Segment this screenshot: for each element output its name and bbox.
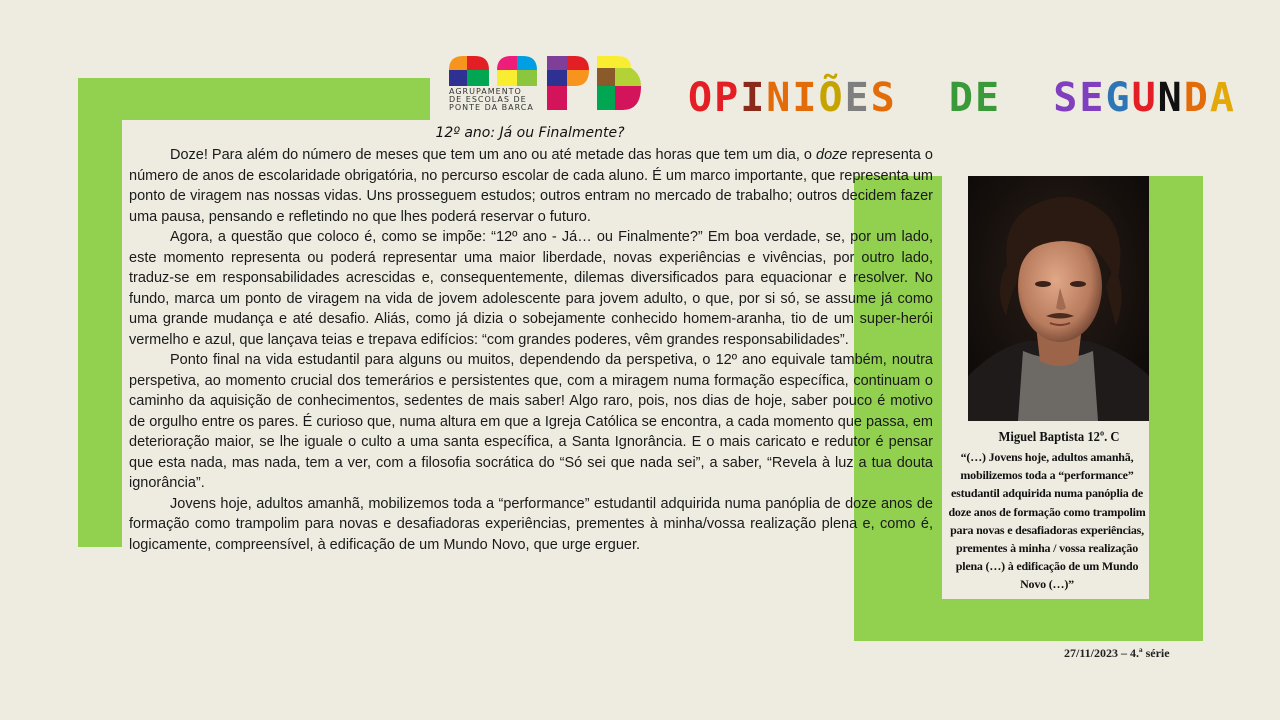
title-letter: S — [1053, 75, 1080, 121]
paragraph-text: Doze! Para além do número de meses que tem um ano ou até metade das horas que tem um dia, o — [170, 147, 817, 163]
article-paragraph — [129, 494, 933, 556]
title-letter — [897, 72, 949, 124]
logo-text — [449, 88, 549, 112]
title-letter: O — [688, 75, 715, 121]
title-letter: N — [766, 75, 793, 121]
paragraph-text: representa o número de anos de escolaridade obrigatória, no percurso escolar de cada aluno. É um marco importante, que representa um ponto de viragem nas nossas vidas. Uns prosseguem estudos; outros entram no mercado de trabalho; outros decidem fazer uma pausa, pensando e refletindo no que lhes poderá reservar o futuro. — [129, 147, 933, 225]
author-portrait-graphic — [968, 176, 1149, 421]
article-paragraph — [129, 350, 933, 494]
title-letter: E — [844, 75, 871, 121]
author-photo — [968, 176, 1149, 421]
title-letter: S — [870, 75, 897, 121]
title-letter: E — [1079, 75, 1106, 121]
title-letter: P — [714, 75, 741, 121]
title-letter: I — [792, 75, 819, 121]
author-quote: “(…) Jovens hoje, adultos amanhã, mobilizemos toda a “performance” estudantil adquirida numa panóplia de doze anos de formação como trampolim para novas e desafiadoras experiências, prementes à minha / vossa realização plena (…) à edificação de um Mundo Novo (…)” — [948, 450, 1146, 592]
paragraph-text: Ponto final na vida estudantil para alguns ou muitos, dependendo da perspetiva, o 12º ano equivale também, noutra perspetiva, ao momento crucial dos temerários e persistentes que, com a miragem numa formação específica, continuam o caminho da aquisição de conhecimentos, sedentes de mais saber! Algo raro, pois, nos dias de hoje, saber pouco é motivo de orgulho entre os pares. É curioso que, numa altura em que a Igreja Católica se encontra, a cada momento que passa, em deterioração maior, se lhe iguale o culto a uma santa específica, a Santa Ignorância. E o mais caricato e redutor é pensar que esta nada, mas nada, tem a ver, com a filosofia socrática do “Só sei que nada sei”, a saber, “Revela à luz a tua douta ignorância”. — [129, 352, 933, 491]
title-letter: U — [1131, 75, 1158, 121]
title-letter: A — [1209, 75, 1236, 121]
article-paragraph — [129, 145, 933, 227]
title-letter: E — [975, 75, 1002, 121]
title-letter: G — [1105, 75, 1132, 121]
paragraph-text: Jovens hoje, adultos amanhã, mobilizemos toda a “performance” estudantil adquirida numa panóplia de doze anos de formação como trampolim para novas e desafiadoras experiências, prementes à minha/vossa realização plena e, como é, logicamente, compreensível, à edificação de um Mundo Novo, que urge erguer. — [129, 495, 933, 553]
title-letter: Õ — [818, 75, 845, 121]
logo-text-line: DE ESCOLAS DE — [449, 95, 527, 104]
school-logo — [447, 54, 643, 114]
paragraph-emphasis: doze — [816, 147, 848, 163]
title-letter: N — [1157, 75, 1184, 121]
author-name: Miguel Baptista 12º. C — [998, 430, 1120, 445]
article-paragraph — [129, 227, 933, 350]
title-letter: I — [740, 75, 767, 121]
page-title — [688, 72, 1236, 124]
article-body — [129, 145, 933, 555]
title-letter: D — [948, 75, 976, 121]
logo-text-line: PONTE DA BARCA — [449, 103, 534, 112]
title-letter: D — [1183, 75, 1210, 121]
title-letter — [1001, 72, 1053, 124]
date-series-label: 27/11/2023 – 4.ª série — [1064, 646, 1170, 660]
paragraph-text: Agora, a questão que coloco é, como se impõe: “12º ano - Já… ou Finalmente?” Em boa verdade, se, por um lado, este momento representa ou poderá representar uma maior liberdade, novas experiências e vivências, por outro lado, traduz-se em responsabilidades acrescidas e, consequentemente, dilemas diversificados para equacionar e resolver. No fundo, marca um ponto de viragem na vida de jovem adolescente para jovem adulto, o que, por si só, se assume já como uma grande mudança e até desafio. Aliás, como já dizia o sobejamente conhecido homem-aranha, tio de um super-herói vermelho e azul, que lançava teias e trepava edifícios: “com grandes poderes, vêm grandes responsabilidades”. — [129, 229, 933, 348]
article-title: 12º ano: Já ou Finalmente? — [435, 125, 625, 141]
logo-text-line: AGRUPAMENTO — [449, 87, 522, 96]
